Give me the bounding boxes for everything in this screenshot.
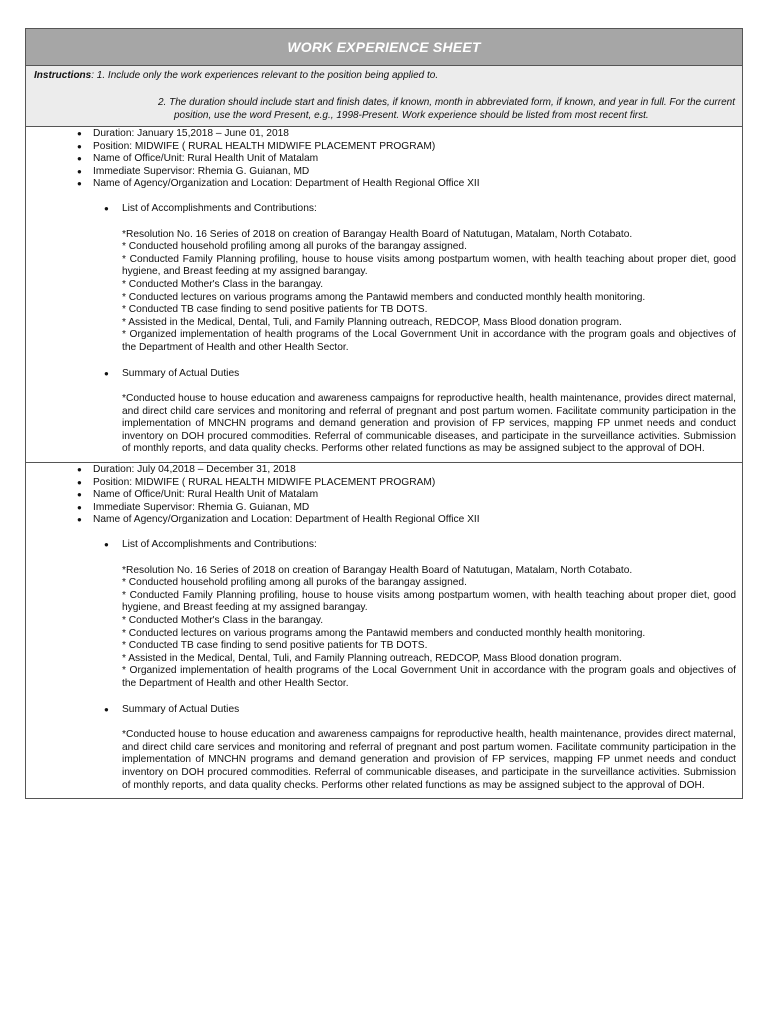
bullet-icon: ● [104, 540, 109, 550]
entry-position [34, 141, 736, 154]
accomplishment-item: * Conducted lectures on various programs among the Pantawid members and conducted monthly health monitoring. [122, 291, 646, 303]
entry-position-text: Position: MIDWIFE ( RURAL HEALTH MIDWIFE PLACEMENT PROGRAM) [93, 140, 436, 152]
accomplishment-item: * Conducted lectures on various programs among the Pantawid members and conducted monthly health monitoring. [122, 627, 646, 639]
accomplishment-item: * Assisted in the Medical, Dental, Tuli, and Family Planning outreach, REDCOP, Mass Blood donation program. [122, 316, 622, 328]
bullet-icon: ● [77, 465, 82, 475]
entry-position-text: Position: MIDWIFE ( RURAL HEALTH MIDWIFE PLACEMENT PROGRAM) [93, 476, 436, 488]
accomplishment-item: * Conducted TB case finding to send positive patients for TB DOTS. [122, 304, 428, 316]
bullet-icon: ● [104, 368, 109, 378]
bullet-icon: ● [77, 166, 82, 176]
entry-immediate-supervisor-text: Immediate Supervisor: Rhemia G. Guianan, MD [93, 501, 310, 513]
bullet-icon: ● [77, 179, 82, 189]
summary-paragraph: *Conducted house to house education and awareness campaigns for reproductive health, health maintenance, provides direct maternal, and direct child care services and monitoring and referral of pregnant and post partum women. Facilitate community participation in the implementation of MNCHN programs and demand generation and provision of FP services, mapping FP unmet needs and conduct inventory on DOH procured commodities. Referral of communicable diseases, and participate in the surveillance activities. Submission of monthly reports, and data quality checks. Performs other related functions as may be assigned subject to the approval of DOH. [122, 729, 736, 791]
accomplishment-item: *Resolution No. 16 Series of 2018 on creation of Barangay Health Board of Natutugan, Matalam, North Cotabato. [122, 564, 633, 576]
entry-office-unit [34, 489, 736, 502]
summary-paragraph: *Conducted house to house education and awareness campaigns for reproductive health, health maintenance, provides direct maternal, and direct child care services and monitoring and referral of pregnant and post partum women. Facilitate community participation in the implementation of MNCHN programs and demand generation and provision of FP services, mapping FP unmet needs and conduct inventory on DOH procured commodities. Referral of communicable diseases, and participate in the surveillance activities. Submission of monthly reports, and data quality checks. Performs other related functions as may be assigned subject to the approval of DOH. [122, 393, 736, 455]
bullet-icon: ● [77, 154, 82, 164]
summary-heading-text: Summary of Actual Duties [122, 703, 240, 715]
entry-office-unit-text: Name of Office/Unit: Rural Health Unit of Matalam [93, 489, 319, 501]
accomplishment-item: * Conducted Family Planning profiling, house to house visits among postpartum women, with health teaching about proper diet, good hygiene, and Breast feeding at my assigned barangay. [122, 253, 736, 278]
summary-heading-text: Summary of Actual Duties [122, 367, 240, 379]
accomplishment-item: * Organized implementation of health programs of the Local Government Unit in accordance with the program goals and objectives of the Department of Health and other Health Sector. [122, 665, 736, 689]
bullet-icon: ● [77, 141, 82, 151]
accomplishments-heading-text: List of Accomplishments and Contributions: [122, 539, 317, 551]
accomplishment-item: * Conducted household profiling among all puroks of the barangay assigned. [122, 241, 467, 253]
accomplishment-item: * Conducted TB case finding to send positive patients for TB DOTS. [122, 640, 428, 652]
accomplishment-item: *Resolution No. 16 Series of 2018 on creation of Barangay Health Board of Natutugan, Matalam, North Cotabato. [122, 228, 633, 240]
summary-heading [34, 368, 736, 381]
bullet-icon: ● [77, 515, 82, 525]
entry-duration-text: Duration: January 15,2018 – June 01, 2018 [93, 128, 289, 139]
accomplishments-heading [34, 203, 736, 216]
accomplishment-item: * Conducted household profiling among all puroks of the barangay assigned. [122, 577, 467, 589]
bullet-icon: ● [77, 129, 82, 138]
entry-office-unit-text: Name of Office/Unit: Rural Health Unit of Matalam [93, 153, 319, 165]
entry-info-list [34, 128, 736, 191]
accomplishments-heading [34, 539, 736, 552]
entry-agency-location-text: Name of Agency/Organization and Location: Department of Health Regional Office XII [93, 178, 480, 190]
instructions-section [26, 66, 742, 127]
entry-duration [34, 128, 736, 141]
accomplishment-item: * Organized implementation of health programs of the Local Government Unit in accordance with the program goals and objectives of the Department of Health and other Health Sector. [122, 329, 736, 353]
instruction-text-1: : 1. Include only the work experiences relevant to the position being applied to. [91, 70, 439, 81]
accomplishment-item: * Assisted in the Medical, Dental, Tuli, and Family Planning outreach, REDCOP, Mass Blood donation program. [122, 652, 622, 664]
entry-agency-location [34, 514, 736, 527]
work-experience-sheet [25, 28, 743, 799]
bullet-icon: ● [104, 704, 109, 714]
summary-heading [34, 704, 736, 717]
entry-office-unit [34, 153, 736, 166]
accomplishments-heading-text: List of Accomplishments and Contributions: [122, 202, 317, 214]
bullet-icon: ● [77, 502, 82, 512]
accomplishment-item: * Conducted Mother's Class in the barangay. [122, 278, 324, 290]
accomplishments-list [34, 565, 736, 691]
entry-position [34, 477, 736, 490]
instruction-item-1 [34, 69, 736, 82]
entry-agency-location-text: Name of Agency/Organization and Location: Department of Health Regional Office XII [93, 514, 480, 526]
experience-entry [26, 463, 742, 798]
bullet-icon: ● [104, 203, 109, 213]
entry-agency-location [34, 178, 736, 191]
experience-entry [26, 127, 742, 463]
entry-immediate-supervisor [34, 502, 736, 515]
bullet-icon: ● [77, 477, 82, 487]
entry-immediate-supervisor-text: Immediate Supervisor: Rhemia G. Guianan, MD [93, 165, 310, 177]
entry-info-list [34, 464, 736, 527]
accomplishment-item: * Conducted Family Planning profiling, house to house visits among postpartum women, with health teaching about proper diet, good hygiene, and Breast feeding at my assigned barangay. [122, 589, 736, 614]
entries-container [26, 127, 742, 798]
entry-duration [34, 464, 736, 477]
entry-duration-text: Duration: July 04,2018 – December 31, 2018 [93, 464, 296, 476]
instruction-item-2: 2. The duration should include start and finish dates, if known, month in abbreviated form, if known, and year in full. For the current position, use the word Present, e.g., 1998-Present. Work experience should be listed from most recent first. [158, 97, 735, 121]
summary-text [34, 393, 736, 456]
bullet-icon: ● [77, 490, 82, 500]
accomplishment-item: * Conducted Mother's Class in the barangay. [122, 615, 324, 626]
sheet-title: WORK EXPERIENCE SHEET [26, 29, 742, 66]
instructions-lead: Instructions [34, 70, 92, 81]
summary-text [34, 729, 736, 792]
entry-immediate-supervisor [34, 166, 736, 179]
accomplishments-list [34, 229, 736, 355]
